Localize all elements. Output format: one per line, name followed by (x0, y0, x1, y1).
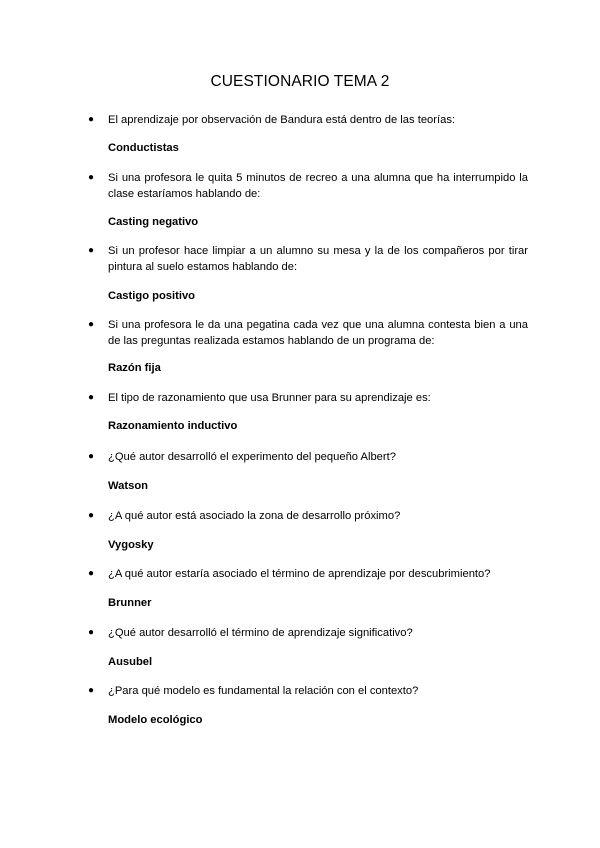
answer-text: Modelo ecológico (108, 714, 203, 726)
question-item (88, 317, 528, 349)
answer-text: Razón fija (108, 362, 161, 374)
page-title: CUESTIONARIO TEMA 2 (210, 73, 390, 90)
question-item (88, 625, 528, 641)
question-text: El tipo de razonamiento que usa Brunner para su aprendizaje es: (108, 392, 431, 404)
bullet-icon: ● (88, 451, 95, 462)
bullet-icon: ● (88, 245, 95, 256)
question-item (88, 683, 528, 699)
question-item (88, 243, 528, 275)
question-text: Si un profesor hace limpiar a un alumno su mesa y la de los compañeros por tirar pintura al suelo estamos hablando de: (108, 245, 528, 273)
question-item (88, 390, 528, 406)
question-item (88, 170, 528, 202)
bullet-icon: ● (88, 627, 95, 638)
question-text: Si una profesora le quita 5 minutos de recreo a una alumna que ha interrumpido la clase estaríamos hablando de: (108, 172, 528, 200)
question-item (88, 449, 528, 465)
bullet-icon: ● (88, 114, 95, 125)
answer-text: Vygosky (108, 539, 154, 551)
question-text: ¿A qué autor estaría asociado el término de aprendizaje por descubrimiento? (108, 568, 491, 580)
question-item (88, 508, 528, 524)
bullet-icon: ● (88, 510, 95, 521)
answer-text: Watson (108, 480, 148, 492)
question-text: Si una profesora le da una pegatina cada vez que una alumna contesta bien a una de las preguntas realizada estamos hablando de un programa de: (108, 319, 528, 347)
answer-text: Casting negativo (108, 216, 199, 228)
bullet-icon: ● (88, 568, 95, 579)
answer-text: Conductistas (108, 142, 179, 154)
bullet-icon: ● (88, 172, 95, 183)
question-text: El aprendizaje por observación de Bandura está dentro de las teorías: (108, 114, 456, 126)
question-text: ¿A qué autor está asociado la zona de desarrollo próximo? (108, 510, 401, 522)
answer-text: Castigo positivo (108, 290, 196, 302)
bullet-icon: ● (88, 319, 95, 330)
question-item (88, 112, 528, 128)
answer-text: Ausubel (108, 656, 153, 668)
question-text: ¿Qué autor desarrolló el experimento del pequeño Albert? (108, 451, 396, 463)
question-text: ¿Qué autor desarrolló el término de aprendizaje significativo? (108, 627, 413, 639)
question-item (88, 566, 528, 582)
bullet-icon: ● (88, 685, 95, 696)
question-text: ¿Para qué modelo es fundamental la relación con el contexto? (108, 685, 419, 697)
answer-text: Brunner (108, 597, 152, 609)
bullet-icon: ● (88, 392, 95, 403)
answer-text: Razonamiento inductivo (108, 420, 238, 432)
